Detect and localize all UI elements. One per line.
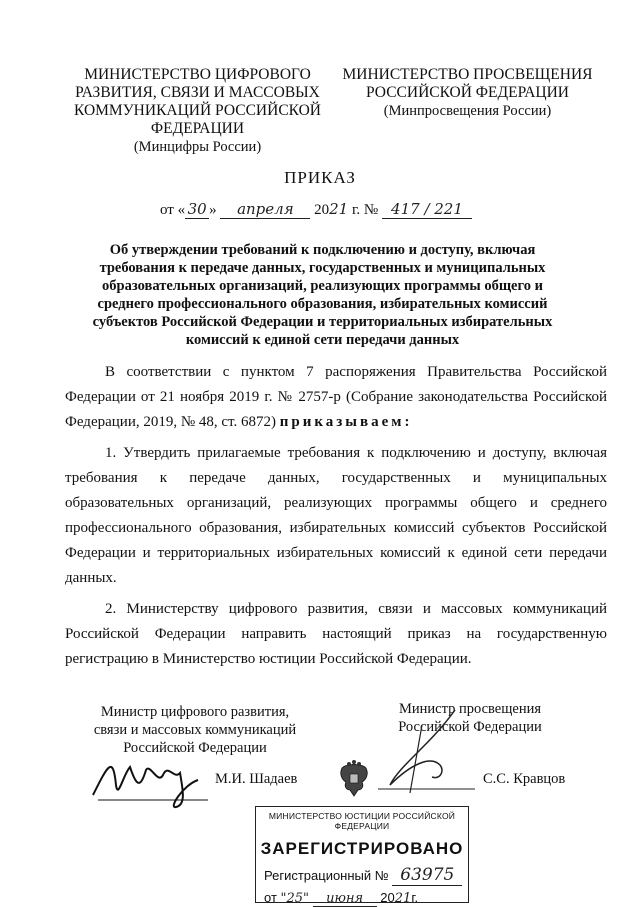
order-day-close: » (209, 202, 217, 218)
subject-line-3: образовательных организаций, реализующих программы общего и (102, 278, 543, 294)
order-year-suffix: 21 (329, 200, 349, 218)
left-sig-line-2: связи и массовых коммуникаций (93, 722, 297, 738)
stamp-reg-row (264, 865, 468, 886)
item-2-paragraph: 2. Министерству цифрового развития, связи и массовых коммуникаций Российской Федерации направить настоящий приказ на государственную регистрацию в Министерство юстиции Российской Федерации. (65, 601, 607, 667)
stamp-date-month: июня (313, 891, 377, 907)
order-number: 417 / 221 (382, 200, 472, 219)
coat-of-arms-icon (336, 760, 372, 800)
left-handwritten-signature (88, 745, 213, 815)
subject-line-2: требования к передаче данных, государственных и муниципальных (99, 260, 546, 276)
right-handwritten-signature (360, 705, 480, 795)
right-ministry-line-1: МИНИСТЕРСТВО ПРОСВЕЩЕНИЯ (342, 66, 593, 83)
order-subject (70, 241, 575, 349)
stamp-date-day: "25" (280, 891, 310, 906)
right-ministry-short: (Минпросвещения России) (383, 103, 552, 119)
left-sig-line-1: Министр цифрового развития, (100, 704, 290, 720)
preamble-paragraph (65, 360, 607, 435)
subject-line-4: среднего профессионального образования, избирательных комиссий (97, 296, 548, 312)
right-sig-line-1: Министр просвещения (398, 701, 542, 717)
left-ministry-short: (Минцифры России) (133, 139, 262, 155)
order-body (65, 360, 607, 672)
order-day: 30 (185, 200, 209, 219)
left-ministry-line-3: КОММУНИКАЦИЙ РОССИЙСКОЙ (74, 102, 321, 119)
stamp-header: МИНИСТЕРСТВО ЮСТИЦИИ РОССИЙСКОЙ ФЕДЕРАЦИИ (268, 811, 456, 831)
subject-line-1: Об утверждении требований к подключению и доступу, включая (109, 242, 536, 258)
stamp-date-year-prefix: 20 (380, 890, 395, 905)
order-month: апреля (220, 200, 310, 219)
stamp-registered: ЗАРЕГИСТРИРОВАНО (260, 839, 464, 858)
order-word: приказываем: (279, 414, 413, 430)
stamp-date-row (264, 890, 468, 907)
left-ministry-line-2: РАЗВИТИЯ, СВЯЗИ И МАССОВЫХ (75, 84, 320, 101)
stamp-reg-label: Регистрационный № (264, 868, 389, 883)
subject-line-5: субъектов Российской Федерации и территориальных избирательных (92, 314, 553, 330)
right-ministry-line-2: РОССИЙСКОЙ ФЕДЕРАЦИИ (366, 84, 569, 101)
stamp-reg-number: 63975 (392, 865, 462, 886)
right-ministry-block (335, 66, 600, 120)
stamp-date-label: от (264, 890, 277, 905)
preamble-text: В соответствии с пунктом 7 распоряжения Правительства Российской Федерации от 21 ноября 2019 г. № 2757-р (Собрание законодательства Российской Федерации, 2019, № 48, ст. 6872) (65, 364, 607, 430)
left-ministry-line-4: ФЕДЕРАЦИИ (150, 120, 245, 137)
order-year-label: г. № (351, 202, 379, 218)
order-from-label: от « (160, 202, 186, 218)
right-sig-line-2: Российской Федерации (398, 719, 542, 735)
item-1-paragraph: 1. Утвердить прилагаемые требования к подключению и доступу, включая требования к передаче данных, государственных и муниципальных образовательных организаций, реализующих программы общего и среднего профессионального образования, избирательных комиссий субъектов Российской Федерации и территориальных избирательных комиссий к единой сети передачи данных. (65, 445, 607, 586)
stamp-date-year-label: г. (411, 890, 419, 905)
left-signatory-name: М.И. Шадаев (215, 771, 298, 787)
right-signatory-name: С.С. Кравцов (483, 771, 566, 787)
order-date-line (160, 200, 540, 219)
left-sig-line-3: Российской Федерации (123, 740, 267, 756)
subject-line-6: комиссий к единой сети передачи данных (185, 332, 460, 348)
left-ministry-line-1: МИНИСТЕРСТВО ЦИФРОВОГО (84, 66, 311, 83)
left-ministry-block (60, 66, 335, 156)
order-year-prefix: 20 (314, 202, 330, 218)
page-title: ПРИКАЗ (284, 168, 356, 187)
stamp-date-year-suffix: 21 (394, 891, 412, 906)
registration-stamp (255, 806, 469, 906)
